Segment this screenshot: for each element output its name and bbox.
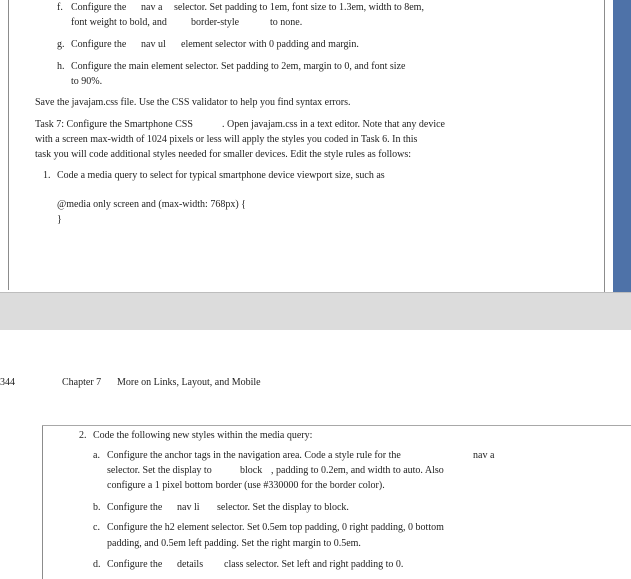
item-f-marker: f. bbox=[57, 2, 63, 13]
chapter-title: More on Links, Layout, and Mobile bbox=[117, 377, 261, 388]
step2-text: Code the following new styles within the media query: bbox=[93, 430, 313, 441]
task7-text: . Open javajam.css in a text editor. Note that any device bbox=[222, 119, 445, 130]
item-h-text: Configure the main element selector. Set padding to 2em, margin to 0, and font size bbox=[71, 61, 406, 72]
task7-text: Task 7: Configure the Smartphone CSS bbox=[35, 119, 193, 130]
item-a-text: , padding to 0.2em, and width to auto. Also bbox=[271, 465, 444, 476]
code-closing-brace: } bbox=[57, 214, 62, 225]
item-b-code-nav-li: nav li bbox=[177, 502, 200, 513]
item-f-code-border-style: border-style bbox=[191, 17, 240, 28]
page-right-border bbox=[604, 0, 605, 292]
item-a-text: selector. Set the display to bbox=[107, 465, 212, 476]
item-a-code-block: block bbox=[240, 465, 263, 476]
item-a-code-nav-a: nav a bbox=[473, 450, 495, 461]
item-h-marker: h. bbox=[57, 61, 65, 72]
item-d-text: Configure the bbox=[107, 559, 163, 570]
blue-sidebar-strip bbox=[613, 0, 631, 292]
chapter-label: Chapter 7 bbox=[62, 377, 102, 388]
item-g-text: element selector with 0 padding and margin. bbox=[181, 39, 359, 50]
save-instruction: Save the javajam.css file. Use the CSS validator to help you find syntax errors. bbox=[35, 97, 351, 108]
step2-marker: 2. bbox=[79, 430, 87, 441]
page-separator bbox=[0, 292, 631, 331]
item-a-text: Configure the anchor tags in the navigation area. Code a style rule for the bbox=[107, 450, 401, 461]
item-f-code-nav-a: nav a bbox=[141, 2, 163, 13]
item-g-code-nav-ul: nav ul bbox=[141, 39, 166, 50]
step1-marker: 1. bbox=[43, 170, 51, 181]
item-g-text: Configure the bbox=[71, 39, 127, 50]
item-c-text: padding, and 0.5em left padding. Set the right margin to 0.5em. bbox=[107, 538, 361, 549]
item-a-text: configure a 1 pixel bottom border (use #330000 for the border color). bbox=[107, 480, 385, 491]
page-number: 344 bbox=[0, 377, 15, 388]
content-box-top-border bbox=[42, 425, 631, 426]
page-left-border bbox=[8, 0, 9, 290]
item-a-marker: a. bbox=[93, 450, 100, 461]
item-f-text: Configure the bbox=[71, 2, 127, 13]
task7-text: with a screen max-width of 1024 pixels or less will apply the styles you coded in Task 6. In this bbox=[35, 134, 418, 145]
item-d-code-details: details bbox=[177, 559, 204, 570]
item-h-text: to 90%. bbox=[71, 76, 103, 87]
item-d-marker: d. bbox=[93, 559, 101, 570]
content-box-left-border bbox=[42, 425, 43, 579]
item-d-text: class selector. Set left and right padding to 0. bbox=[224, 559, 404, 570]
item-b-marker: b. bbox=[93, 502, 101, 513]
step1-text: Code a media query to select for typical smartphone device viewport size, such as bbox=[57, 170, 385, 181]
item-f-text: to none. bbox=[270, 17, 303, 28]
task7-text: task you will code additional styles needed for smaller devices. Edit the style rules as follows: bbox=[35, 149, 412, 160]
item-g-marker: g. bbox=[57, 39, 65, 50]
item-c-text: Configure the h2 element selector. Set 0.5em top padding, 0 right padding, 0 bottom bbox=[107, 522, 444, 533]
item-c-marker: c. bbox=[93, 522, 100, 533]
item-f-text: font weight to bold, and bbox=[71, 17, 167, 28]
item-b-text: selector. Set the display to block. bbox=[217, 502, 349, 513]
code-media-query: @media only screen and (max-width: 768px) { bbox=[57, 199, 246, 210]
item-f-text: selector. Set padding to 1em, font size to 1.3em, width to 8em, bbox=[174, 2, 424, 13]
item-b-text: Configure the bbox=[107, 502, 163, 513]
